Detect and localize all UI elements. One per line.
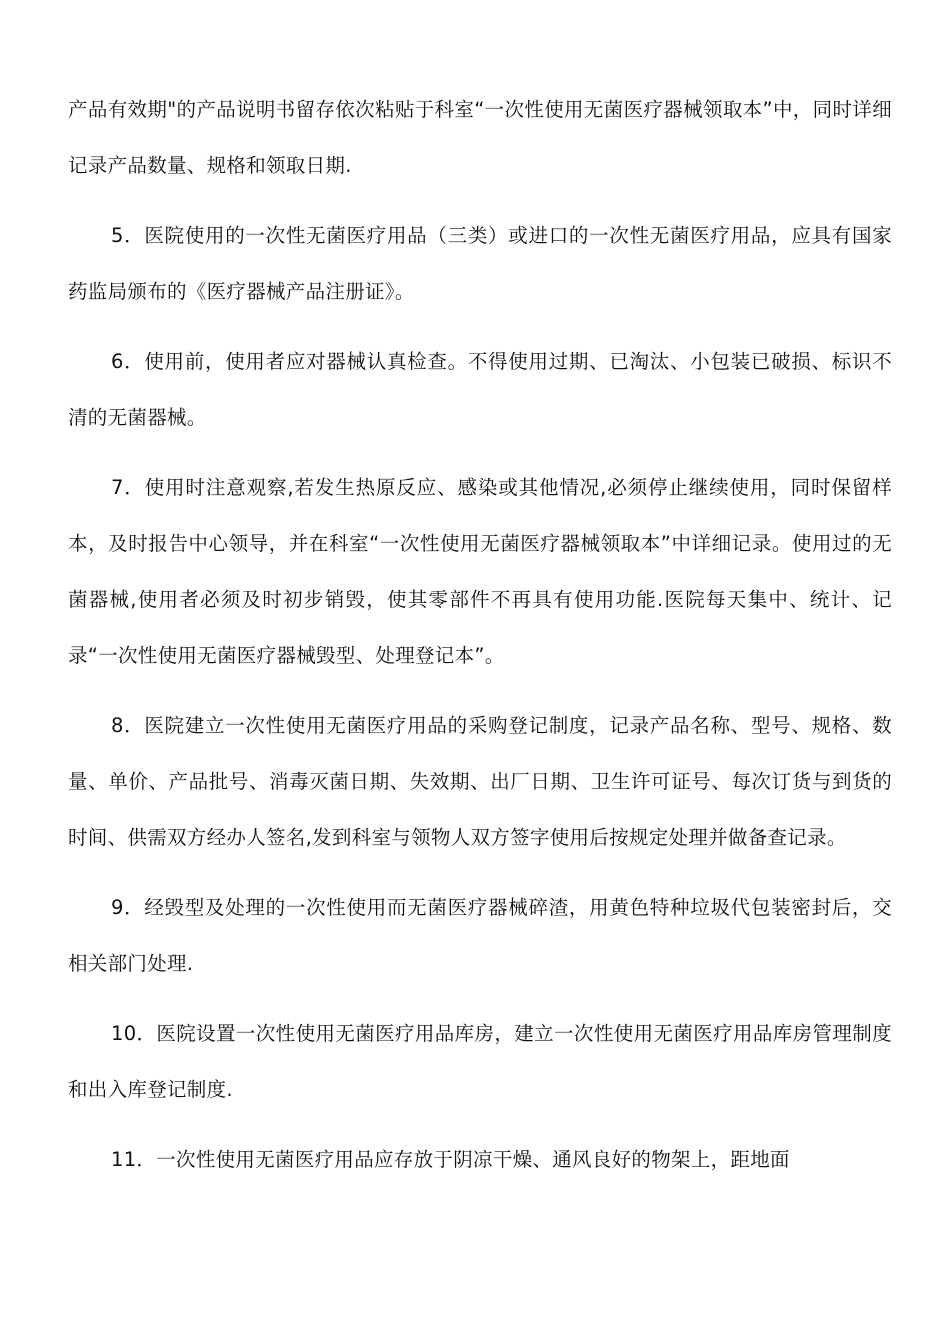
paragraph-5: 5．医院使用的一次性无菌医疗用品（三类）或进口的一次性无菌医疗用品，应具有国家药监局颁布的《医疗器械产品注册证》。	[68, 224, 892, 303]
paragraph-8: 8．医院建立一次性使用无菌医疗用品的采购登记制度，记录产品名称、型号、规格、数量、单价、产品批号、消毒灭菌日期、失效期、出厂日期、卫生许可证号、每次订货与到货的时间、供需双方经办人签名,发到科室与领物人双方签字使用后按规定处理并做备查记录。	[68, 714, 892, 849]
paragraph-10: 10．医院设置一次性使用无菌医疗用品库房，建立一次性使用无菌医疗用品库房管理制度和出入库登记制度.	[68, 1022, 892, 1101]
paragraph-continued: 产品有效期"的产品说明书留存依次粘贴于科室“一次性使用无菌医疗器械领取本”中，同时详细记录产品数量、规格和领取日期.	[68, 98, 892, 177]
paragraph-6: 6．使用前，使用者应对器械认真检查。不得使用过期、已淘汰、小包装已破损、标识不清的无菌器械。	[68, 350, 892, 429]
paragraph-7: 7．使用时注意观察,若发生热原反应、感染或其他情况,必须停止继续使用，同时保留样本，及时报告中心领导，并在科室“一次性使用无菌医疗器械领取本”中详细记录。使用过的无菌器械,使用者必须及时初步销毁，使其零部件不再具有使用功能.医院每天集中、统计、记录“一次性使用无菌医疗器械毁型、处理登记本”。	[68, 476, 892, 667]
paragraph-9: 9．经毁型及处理的一次性使用而无菌医疗器械碎渣，用黄色特种垃圾代包装密封后，交相关部门处理.	[68, 896, 892, 975]
paragraph-11: 11．一次性使用无菌医疗用品应存放于阴凉干燥、通风良好的物架上，距地面	[111, 1148, 790, 1171]
document-body	[68, 82, 892, 1202]
